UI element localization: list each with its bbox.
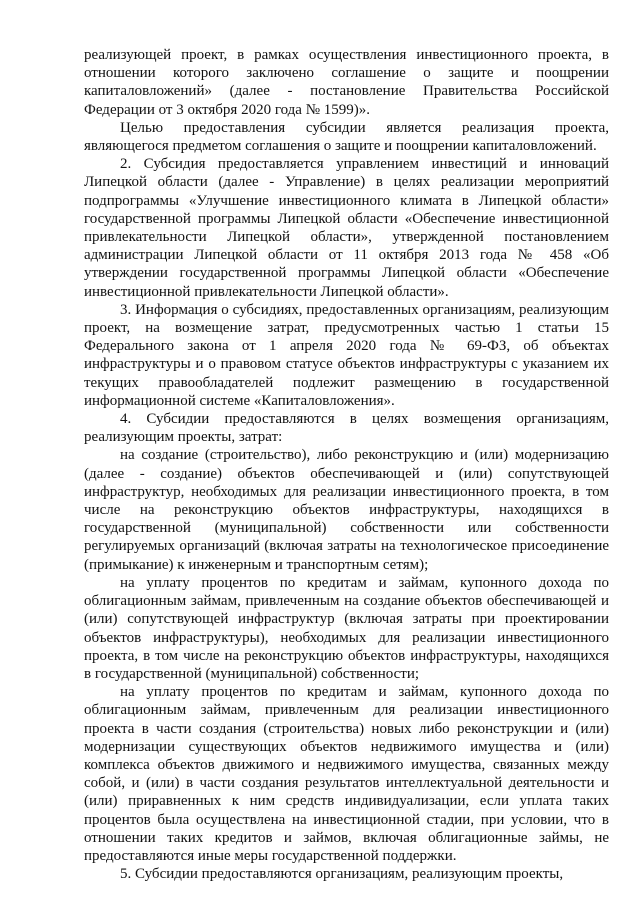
paragraph-item-4-interest-infrastructure: на уплату процентов по кредитам и займам, купонного дохода по облигационным займам, привлеченным на создание объектов обеспечивающей и (или) сопутствующей инфраструктур (включая затраты при проектировании объектов инфраструктуры), необходимых для реализации инвестиционного проекта, в том числе на реконструкцию объектов инфраструктуры, находящихся в государственной (муниципальной) собственности;: [84, 574, 609, 682]
paragraph-item-2: 2. Субсидия предоставляется управлением инвестиций и инноваций Липецкой области (далее - Управление) в целях реализации мероприятий подпрограммы «Улучшение инвестиционного климата в Липецкой области» государственной программы Липецкой области «Обеспечение инвестиционной привлекательности Липецкой области», утвержденной постановлением администрации Липецкой области от 11 октября 2013 года № 458 «Об утверждении государственной программы Липецкой области «Обеспечение инвестиционной привлекательности Липецкой области».: [84, 156, 609, 300]
paragraph-item-4-interest-project: на уплату процентов по кредитам и займам, купонного дохода по облигационным займам, привлеченным для реализации инвестиционного проекта в части создания (строительства) новых либо реконструкции и (или) модернизации существующих объектов недвижимого имущества и (или) комплекса объектов движимого и недвижимого имущества, связанных между собой, и (или) в части создания результатов интеллектуальной деятельности и (или) приравненных к ним средств индивидуализации, если уплата таких процентов была осуществлена на инвестиционной стадии, при условии, что в отношении таких кредитов и займов, включая облигационные займы, не предоставляются иные меры государственной поддержки.: [84, 684, 609, 864]
paragraph-item-4-construction: на создание (строительство), либо реконструкцию и (или) модернизацию (далее - создание) объектов обеспечивающей и (или) сопутствующей инфраструктур, необходимых для реализации инвестиционного проекта, в том числе на реконструкцию объектов инфраструктуры, находящихся в государственной (муниципальной) собственности или собственности регулируемых организаций (включая затраты на технологическое присоединение (примыкание) к инженерным и транспортным сетям);: [84, 447, 609, 573]
paragraph-subsidy-purpose: Целью предоставления субсидии является реализация проекта, являющегося предметом соглашения о защите и поощрении капиталовложений.: [84, 119, 609, 155]
paragraph-item-3: 3. Информация о субсидиях, предоставленных организациям, реализующим проект, на возмещение затрат, предусмотренных частью 1 статьи 15 Федерального закона от 1 апреля 2020 года № 69-ФЗ, об объектах инфраструктуры и о правовом статусе объектов инфраструктуры с указанием их текущих правообладателей подлежит размещению в государственной информационной системе «Капиталовложения».: [84, 301, 609, 409]
paragraph-continuation: реализующей проект, в рамках осуществления инвестиционного проекта, в отношении которого заключено соглашение о защите и поощрении капиталовложений» (далее - постановление Правительства Российской Федерации от 3 октября 2020 года № 1599)».: [84, 47, 609, 118]
paragraph-item-5: 5. Субсидии предоставляются организациям, реализующим проекты,: [120, 866, 564, 883]
paragraph-item-4: 4. Субсидии предоставляются в целях возмещения организациям, реализующим проекты, затрат:: [84, 411, 609, 446]
